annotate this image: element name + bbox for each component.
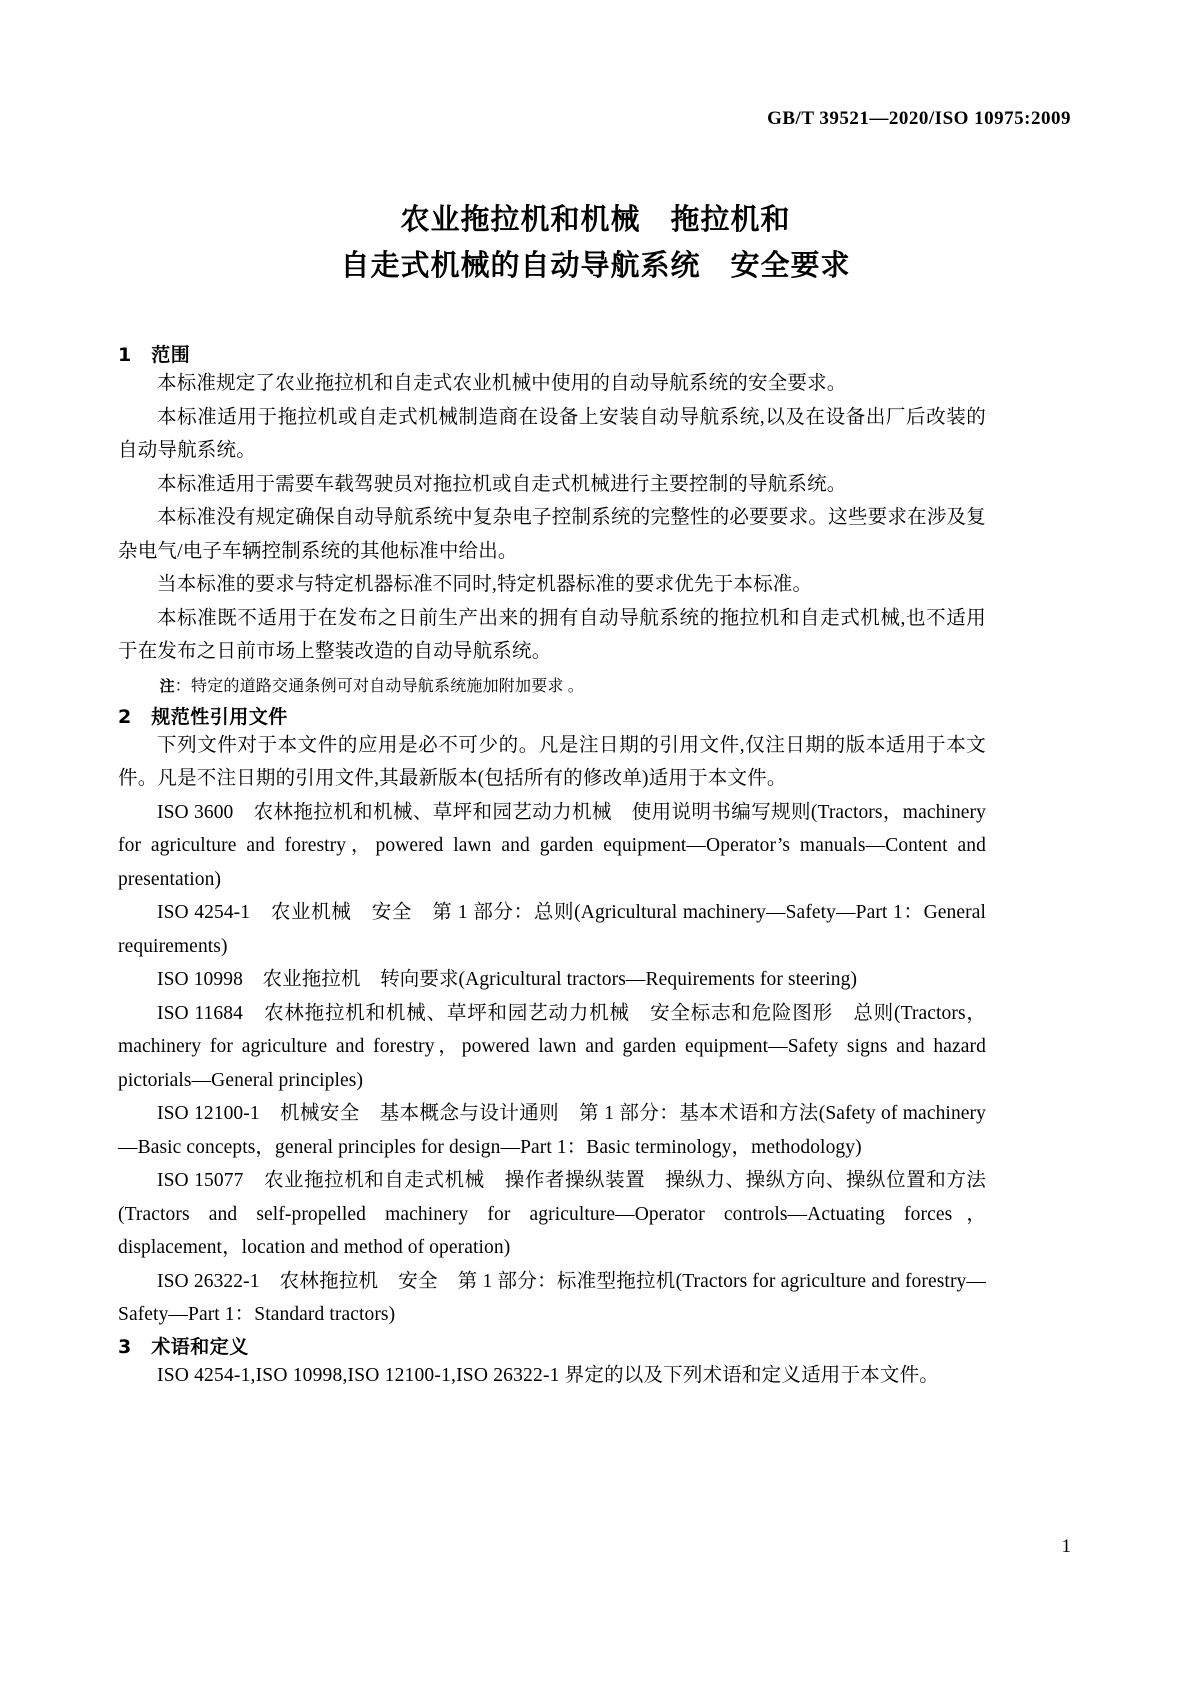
reference-item: ISO 10998 农业拖拉机 转向要求(Agricultural tractors—Requirements for steering) — [157, 969, 858, 990]
section-heading-scope: 1 范围 — [118, 344, 191, 366]
paragraph: 本标准既不适用于在发布之日前生产出来的拥有自动导航系统的拖拉机和自走式机械,也不适用于在发布之日前市场上整装改造的自动导航系统。 — [118, 607, 986, 662]
page-title — [0, 196, 1191, 288]
reference-item: ISO 26322-1 农林拖拉机 安全 第 1 部分：标准型拖拉机(Tractors for agriculture and forestry—Safety—Part 1：Standard tractors) — [118, 1270, 986, 1325]
paragraph: 当本标准的要求与特定机器标准不同时,特定机器标准的要求优先于本标准。 — [157, 574, 813, 595]
section-heading-normative-references: 2 规范性引用文件 — [118, 705, 288, 728]
page-number: 1 — [1061, 1536, 1071, 1557]
running-header — [767, 108, 1071, 130]
note — [118, 671, 986, 702]
paragraph: 本标准适用于拖拉机或自走式机械制造商在设备上安装自动导航系统,以及在设备出厂后改装的自动导航系统。 — [118, 406, 986, 461]
reference-item: ISO 15077 农业拖拉机和自走式机械 操作者操纵装置 操纵力、操纵方向、操纵位置和方法(Tractors and self-propelled machinery for agriculture—Operator controls—Actuating forces，displacement，location and method of operation) — [118, 1170, 986, 1258]
title-line-2: 自走式机械的自动导航系统 安全要求 — [340, 248, 851, 282]
paragraph: ISO 4254-1,ISO 10998,ISO 12100-1,ISO 26322-1 界定的以及下列术语和定义适用于本文件。 — [157, 1364, 939, 1386]
reference-item: ISO 12100-1 机械安全 基本概念与设计通则 第 1 部分：基本术语和方法(Safety of machinery—Basic concepts，general principles for design—Part 1：Basic terminology，methodology) — [118, 1103, 986, 1158]
document-body — [118, 340, 986, 1392]
title-line-1: 农业拖拉机和机械 拖拉机和 — [400, 202, 791, 236]
paragraph: 本标准适用于需要车载驾驶员对拖拉机或自走式机械进行主要控制的导航系统。 — [157, 473, 847, 495]
reference-item: ISO 4254-1 农业机械 安全 第 1 部分：总则(Agricultural machinery—Safety—Part 1：General requirements) — [118, 902, 986, 957]
note-text: ：特定的道路交通条例可对自动导航系统施加附加要求 。 — [174, 677, 584, 695]
reference-item: ISO 3600 农林拖拉机和机械、草坪和园艺动力机械 使用说明书编写规则(Tractors，machinery for agriculture and forestry，powered lawn and garden equipment—Operator’s manuals—Content and presentation) — [118, 801, 986, 890]
reference-item: ISO 11684 农林拖拉机和机械、草坪和园艺动力机械 安全标志和危险图形 总则(Tractors，machinery for agriculture and forestry，powered lawn and garden equipment—Safety signs and hazard pictorials—General principles) — [118, 1002, 986, 1091]
paragraph: 下列文件对于本文件的应用是必不可少的。凡是注日期的引用文件,仅注日期的版本适用于本文件。凡是不注日期的引用文件,其最新版本(包括所有的修改单)适用于本文件。 — [118, 734, 986, 789]
section-heading-terms-and-definitions: 3 术语和定义 — [118, 1335, 249, 1358]
note-label: 注 — [159, 676, 175, 695]
paragraph: 本标准规定了农业拖拉机和自走式农业机械中使用的自动导航系统的安全要求。 — [157, 373, 847, 394]
standard-code: GB/T 39521—2020/ISO 10975:2009 — [767, 108, 1071, 129]
paragraph: 本标准没有规定确保自动导航系统中复杂电子控制系统的完整性的必要要求。这些要求在涉及复杂电气/电子车辆控制系统的其他标准中给出。 — [118, 507, 986, 562]
